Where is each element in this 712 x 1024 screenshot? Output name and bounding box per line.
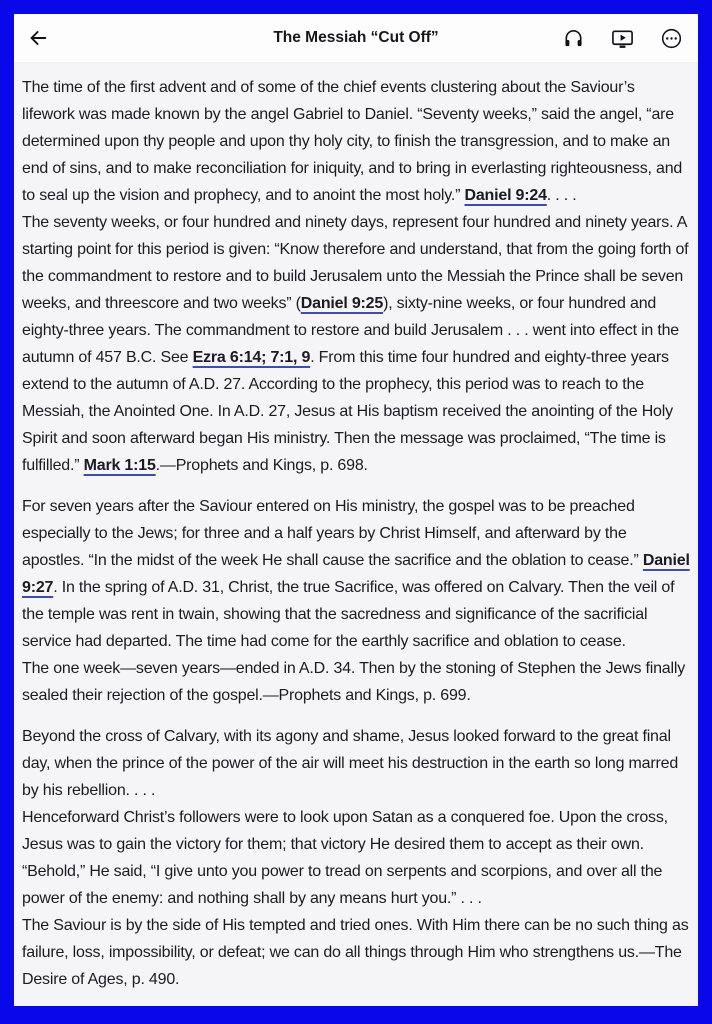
reading-content[interactable] bbox=[14, 63, 698, 1006]
scripture-link[interactable]: Ezra 6:14; 7:1, 9 bbox=[192, 349, 311, 366]
paragraph bbox=[22, 723, 690, 804]
text-segment: Beyond the cross of Calvary, with its agony and shame, Jesus looked forward to the great final day, when the prince of the power of the air will meet his destruction in the earth so long marred by his rebellion. . . . bbox=[22, 728, 679, 799]
text-segment: The time of the first advent and of some of the chief events clustering about the Saviour’s lifework was made known by the angel Gabriel to Daniel. “Seventy weeks,” said the angel, “are determined upon thy people and upon thy holy city, to finish the transgression, and to make an end of sins, and to make reconciliation for iniquity, and to bring in everlasting righteousness, and to seal up the vision and prophecy, and to anoint the most holy.” bbox=[22, 79, 683, 204]
text-segment: ), sixty-nine weeks, or four hundred and eighty-three years. The commandment to restore and build Jerusalem . . . went into effect in the autumn of 457 B.C. See bbox=[22, 295, 680, 366]
text-segment: . In the spring of A.D. 31, Christ, the true Sacrifice, was offered on Calvary. Then the veil of the temple was rent in twain, showing that the sacredness and significance of the sacrificial service had departed. The time had come for the earthly sacrifice and oblation to cease. bbox=[22, 579, 675, 650]
paragraph bbox=[22, 209, 690, 479]
paragraph bbox=[22, 74, 690, 209]
ellipsis-circle-icon bbox=[660, 27, 683, 50]
video-player-icon bbox=[610, 27, 635, 50]
text-segment: Henceforward Christ’s followers were to look upon Satan as a conquered foe. Upon the cross, Jesus was to gain the victory for them; that victory He desired them to accept as their own. “Behold,” He said, “I give unto you power to tread on serpents and scorpions, and over all the power of the enemy: and nothing shall by any means hurt you.” . . . bbox=[22, 809, 668, 907]
paragraph-block bbox=[22, 723, 690, 993]
scripture-link[interactable]: Daniel 9:24 bbox=[464, 187, 547, 204]
paragraph-block bbox=[22, 493, 690, 709]
paragraph bbox=[22, 493, 690, 655]
paragraph bbox=[22, 912, 690, 993]
more-options-button[interactable] bbox=[658, 25, 684, 51]
scripture-link[interactable]: Mark 1:15 bbox=[83, 457, 156, 474]
back-button[interactable] bbox=[20, 20, 56, 56]
text-segment: . . . . bbox=[546, 187, 577, 204]
video-button[interactable] bbox=[609, 25, 635, 51]
text-segment: For seven years after the Saviour entered on His ministry, the gospel was to be preached especially to the Jews; for three and a half years by Christ Himself, and afterward by the apostles. “In the midst of the week He shall cause the sacrifice and the oblation to cease.” bbox=[22, 498, 643, 569]
text-segment: . From this time four hundred and eighty-three years extend to the autumn of A.D. 27. According to the prophecy, this period was to reach to the Messiah, the Anointed One. In A.D. 27, Jesus at His baptism received the anointing of the Holy Spirit and soon afterward began His ministry. Then the message was proclaimed, “The time is fulfilled.” bbox=[22, 349, 673, 474]
text-segment: .—Prophets and Kings, p. 698. bbox=[155, 457, 368, 474]
scripture-link[interactable]: Daniel 9:27 bbox=[22, 552, 690, 596]
page-title: The Messiah “Cut Off” bbox=[273, 29, 439, 46]
back-arrow-icon bbox=[27, 27, 49, 49]
audio-button[interactable] bbox=[560, 25, 586, 51]
text-segment: The one week—seven years—ended in A.D. 34. Then by the stoning of Stephen the Jews finally sealed their rejection of the gospel.—Prophets and Kings, p. 699. bbox=[22, 660, 686, 704]
headphones-icon bbox=[562, 27, 585, 50]
text-segment: The seventy weeks, or four hundred and ninety days, represent four hundred and ninety years. A starting point for this period is given: “Know therefore and understand, that from the going forth of the commandment to restore and to build Jerusalem unto the Messiah the Prince shall be seven weeks, and threescore and two weeks” ( bbox=[22, 214, 689, 312]
header-bar bbox=[14, 14, 698, 63]
scripture-link[interactable]: Daniel 9:25 bbox=[300, 295, 384, 312]
text-segment: The Saviour is by the side of His tempted and tried ones. With Him there can be no such thing as failure, loss, impossibility, or defeat; we can do all things through Him who strengthens us.—The Desire of Ages, p. 490. bbox=[22, 917, 689, 988]
paragraph-block bbox=[22, 74, 690, 479]
header-actions bbox=[560, 25, 684, 51]
paragraph bbox=[22, 655, 690, 709]
paragraph bbox=[22, 804, 690, 912]
reader-window bbox=[14, 14, 698, 1006]
